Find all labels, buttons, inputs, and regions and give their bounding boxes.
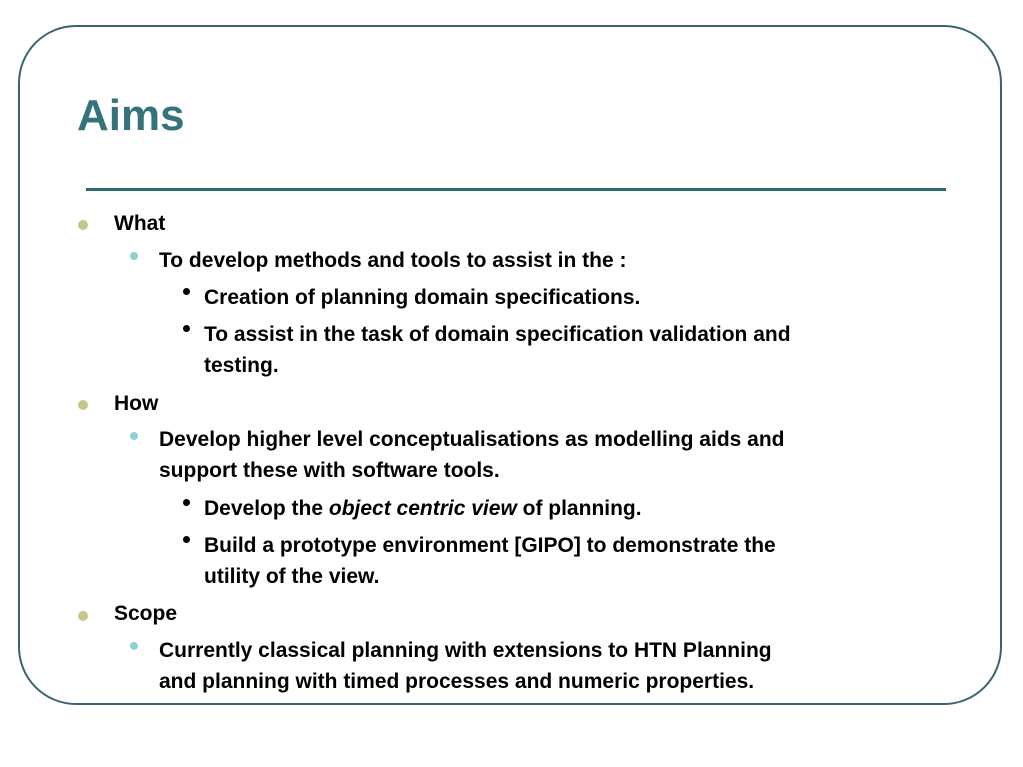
bullet-level3-icon	[183, 499, 190, 506]
how-point-2-line-1: Build a prototype environment [GIPO] to demonstrate the	[204, 534, 776, 557]
bullet-level3-icon	[183, 288, 190, 295]
bullet-level2-icon	[130, 432, 138, 440]
bullet-level2-icon	[130, 642, 138, 650]
how-point-1	[204, 493, 944, 524]
how-point-1-post: of planning.	[516, 497, 642, 520]
bullet-level2-icon	[130, 252, 138, 260]
bullet-level3-icon	[183, 325, 190, 332]
section-what-label: What	[114, 212, 166, 235]
what-point-2-line-1: To assist in the task of domain specification validation and	[204, 323, 791, 346]
what-subpoint: To develop methods and tools to assist in the :	[159, 249, 627, 272]
what-point-2-line-2: testing.	[204, 354, 279, 377]
section-how-label: How	[114, 392, 159, 415]
bullet-level1-icon	[78, 611, 88, 621]
bullet-level1-icon	[78, 400, 88, 410]
how-point-2-line-2: utility of the view.	[204, 565, 380, 588]
how-subpoint-line-2: support these with software tools.	[159, 459, 500, 482]
section-scope-label: Scope	[114, 602, 178, 625]
slide-title: Aims	[77, 91, 185, 140]
how-subpoint-line-1: Develop higher level conceptualisations as modelling aids and	[159, 428, 785, 451]
bullet-level3-icon	[183, 536, 190, 543]
scope-subpoint-line-1: Currently classical planning with extensions to HTN Planning	[159, 639, 772, 662]
bullet-level1-icon	[78, 220, 88, 230]
how-point-1-pre: Develop the	[204, 497, 329, 520]
scope-subpoint-line-2: and planning with timed processes and numeric properties.	[159, 670, 755, 693]
what-point-1: Creation of planning domain specifications.	[204, 286, 641, 309]
how-point-1-emphasis: object centric view	[328, 497, 517, 520]
